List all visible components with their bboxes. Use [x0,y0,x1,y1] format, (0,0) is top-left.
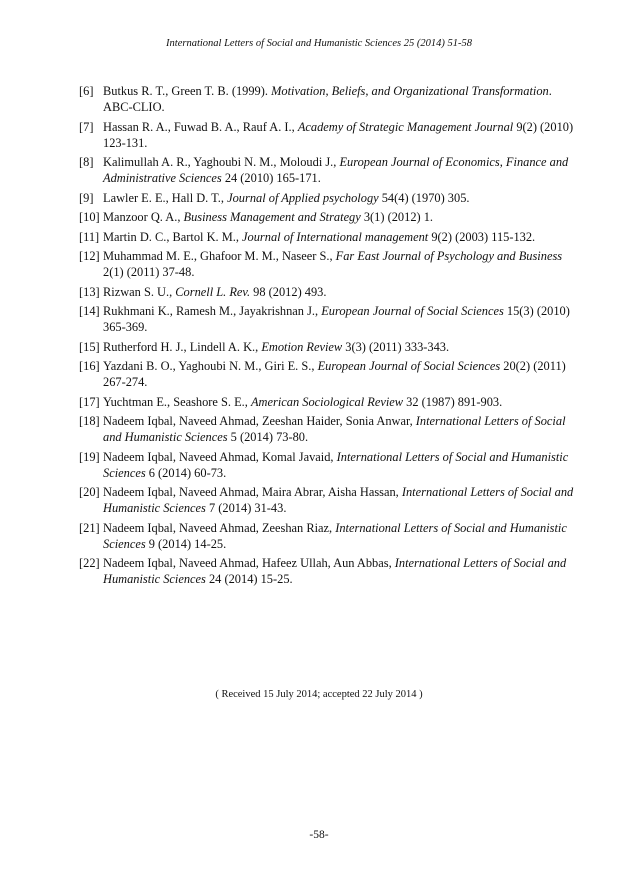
reference-details: 54(4) (1970) 305. [378,190,470,205]
reference-details: 6 (2014) 60-73. [145,465,227,480]
reference-item [79,154,579,186]
reference-number: [8] [79,155,94,169]
reference-journal: Motivation, Beliefs, and Organizational Transformation [271,84,549,98]
reference-item [79,449,579,481]
reference-journal: Emotion Review [261,339,343,354]
reference-authors: Muhammad M. E., Ghafoor M. M., Naseer S., [103,249,336,263]
reference-item [79,303,579,335]
reference-authors: Martin D. C., Bartol K. M., [103,229,243,244]
reference-details: 24 (2014) 15-25. [205,572,293,586]
reference-item [79,248,579,280]
reference-item [79,229,579,245]
reference-item [79,520,579,552]
reference-details: 2(1) (2011) 37-48. [103,265,195,279]
reference-details: 9(2) (2010) 123-131. [103,119,574,150]
reference-details: 98 (2012) 493. [250,284,327,299]
reference-item [79,190,579,206]
reference-details: 20(2) (2011) 267-274. [103,359,566,389]
reference-list [79,83,579,591]
reference-details: 3(3) (2011) 333-343. [342,339,450,354]
reference-journal: Business Management and Strategy [183,210,361,224]
reference-details: 5 (2014) 73-80. [227,430,309,444]
reference-details: 24 (2010) 165-171. [221,171,321,185]
reference-details: . ABC-CLIO. [103,84,552,114]
reference-details: 7 (2014) 31-43. [205,501,287,515]
running-header: International Letters of Social and Humanistic Sciences 25 (2014) 51-58 [166,38,472,49]
reference-item [79,83,579,115]
reference-item [79,555,579,587]
reference-item [79,284,579,300]
reference-number: [11] [79,229,100,244]
reference-journal: International Letters of Social and Humanistic Sciences [103,520,567,551]
reference-authors: Manzoor Q. A., [103,210,184,224]
reference-number: [18] [79,414,100,428]
reference-journal: American Sociological Review [250,394,404,409]
reference-authors: Nadeem Iqbal, Naveed Ahmad, Komal Javaid, [103,449,337,464]
reference-authors: Butkus R. T., Green T. B. (1999). [103,84,272,98]
reference-number: [14] [79,304,100,318]
reference-item [79,209,579,225]
reference-authors: Rizwan S. U., [103,284,176,299]
reference-item [79,394,579,410]
reference-authors: Nadeem Iqbal, Naveed Ahmad, Maira Abrar, Aisha Hassan, [103,485,402,499]
page-number: -58- [309,829,329,841]
reference-item [79,339,579,355]
reference-number: [7] [79,119,94,134]
reference-number: [6] [79,84,94,98]
reference-authors: Yuchtman E., Seashore S. E., [103,394,251,409]
reference-number: [20] [79,485,100,499]
reference-item [79,119,579,151]
reference-details: 3(1) (2012) 1. [360,210,434,224]
reference-journal: International Letters of Social and Humanistic Sciences [103,485,574,515]
reference-authors: Nadeem Iqbal, Naveed Ahmad, Zeeshan Haider, Sonia Anwar, [103,414,416,428]
reference-journal: Journal of Applied psychology [227,190,379,205]
reference-journal: International Letters of Social and Humanistic Sciences [103,449,569,480]
reference-item [79,358,579,390]
reference-details: 9(2) (2003) 115-132. [428,229,536,244]
reference-number: [21] [79,520,100,535]
reference-journal: European Journal of Economics, Finance and Administrative Sciences [103,155,569,185]
reference-authors: Lawler E. E., Hall D. T., [103,190,228,205]
reference-details: 15(3) (2010) 365-369. [103,304,570,334]
reference-number: [17] [79,394,100,409]
reference-number: [12] [79,249,100,263]
reference-number: [15] [79,339,100,354]
reference-authors: Hassan R. A., Fuwad B. A., Rauf A. I., [103,119,298,134]
reference-number: [10] [79,210,100,224]
reference-item [79,484,579,516]
reference-number: [9] [79,190,94,205]
reference-authors: Rutherford H. J., Lindell A. K., [103,339,262,354]
reference-authors: Rukhmani K., Ramesh M., Jayakrishnan J., [103,304,322,318]
reference-journal: Journal of International management [242,229,429,244]
reference-number: [22] [79,556,100,570]
reference-number: [13] [79,284,100,299]
reference-authors: Nadeem Iqbal, Naveed Ahmad, Hafeez Ullah, Aun Abbas, [103,556,395,570]
reference-journal: Cornell L. Rev. [175,284,251,299]
reference-number: [16] [79,359,100,373]
reference-authors: Nadeem Iqbal, Naveed Ahmad, Zeeshan Riaz, [103,520,336,535]
reference-authors: Yazdani B. O., Yaghoubi N. M., Giri E. S., [103,359,318,373]
reference-item [79,413,579,445]
reference-journal: European Journal of Social Sciences [321,304,504,318]
reference-details: 32 (1987) 891-903. [403,394,503,409]
received-note: ( Received 15 July 2014; accepted 22 July 2014 ) [215,689,423,700]
reference-details: 9 (2014) 14-25. [145,536,227,551]
reference-journal: European Journal of Social Sciences [317,359,501,373]
reference-journal: Academy of Strategic Management Journal [297,119,514,134]
reference-journal: Far East Journal of Psychology and Business [335,249,563,263]
reference-number: [19] [79,449,100,464]
reference-authors: Kalimullah A. R., Yaghoubi N. M., Moloudi J., [103,155,340,169]
reference-journal: International Letters of Social and Humanistic Sciences [103,414,566,444]
reference-journal: International Letters of Social and Humanistic Sciences [103,556,567,586]
